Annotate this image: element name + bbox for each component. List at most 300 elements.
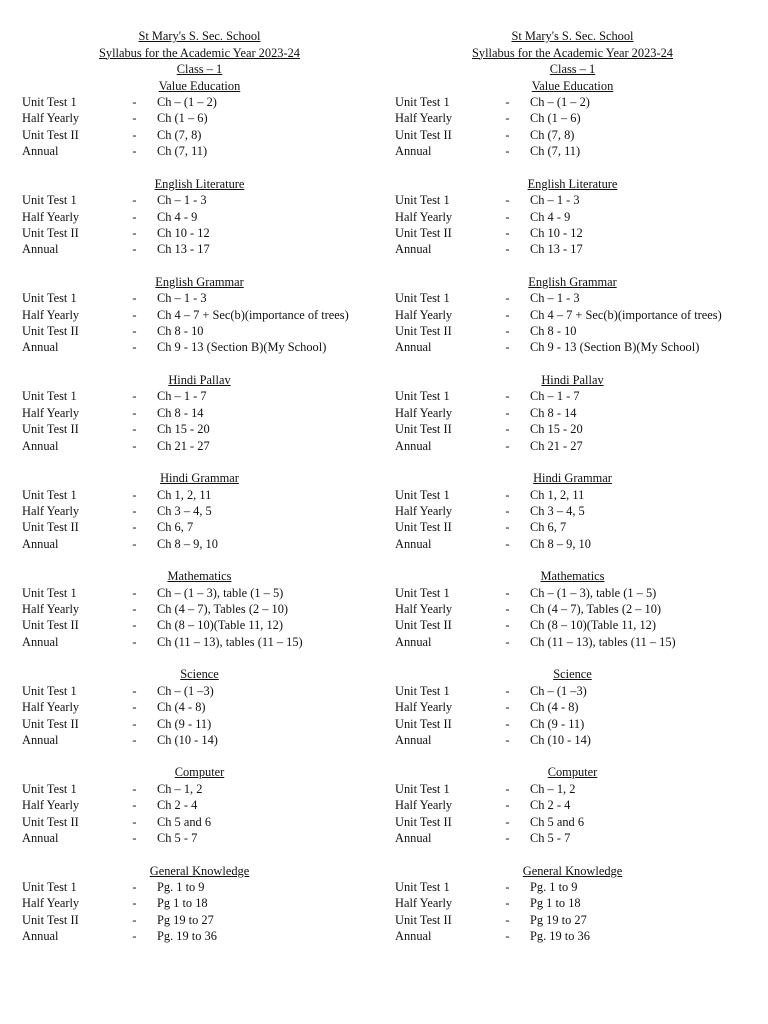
chapter-range: Ch 4 – 7 + Sec(b)(importance of trees): [530, 307, 722, 322]
separator-dash: -: [132, 95, 137, 109]
separator-dash: -: [132, 209, 137, 224]
syllabus-row: [22, 617, 377, 633]
chapter-range: Ch 10 - 12: [157, 225, 210, 240]
separator-dash: -: [132, 732, 137, 747]
separator-dash: -: [505, 405, 510, 420]
exam-term: Annual: [395, 536, 432, 551]
separator-dash: -: [505, 307, 510, 322]
syllabus-row: [395, 536, 750, 552]
chapter-range: Ch 15 - 20: [157, 422, 210, 437]
chapter-range: Pg 1 to 18: [157, 896, 208, 911]
exam-term: Annual: [22, 634, 59, 649]
syllabus-column-right: [395, 28, 750, 961]
exam-term: Half Yearly: [395, 896, 453, 911]
exam-term: Annual: [395, 242, 432, 257]
syllabus-row: [22, 879, 377, 895]
syllabus-row: [22, 209, 377, 225]
separator-dash: -: [132, 438, 137, 453]
syllabus-row: [395, 912, 750, 928]
syllabus-row: [22, 536, 377, 552]
exam-term: Half Yearly: [22, 896, 80, 911]
class-label: Class – 1: [549, 62, 596, 76]
document-header: [395, 28, 750, 78]
chapter-range: Ch (1 – 6): [157, 111, 208, 126]
syllabus-row: [395, 781, 750, 797]
class-label: Class – 1: [176, 62, 223, 76]
syllabus-row: [395, 225, 750, 241]
exam-term: Half Yearly: [22, 602, 80, 617]
exam-term: Annual: [22, 144, 59, 159]
exam-term: Half Yearly: [22, 111, 80, 126]
separator-dash: -: [132, 111, 137, 126]
separator-dash: -: [132, 144, 137, 159]
separator-dash: -: [505, 503, 510, 518]
exam-term: Unit Test 1: [395, 389, 450, 404]
exam-term: Half Yearly: [395, 111, 453, 126]
syllabus-row: [395, 94, 750, 110]
chapter-range: Ch – (1 – 3), table (1 – 5): [157, 585, 284, 600]
subject-title: Value Education: [158, 78, 241, 93]
chapter-range: Ch (4 – 7), Tables (2 – 10): [530, 602, 662, 617]
exam-term: Half Yearly: [395, 209, 453, 224]
chapter-range: Ch (4 – 7), Tables (2 – 10): [157, 602, 289, 617]
syllabus-row: [395, 438, 750, 454]
syllabus-row: [22, 241, 377, 257]
exam-term: Annual: [395, 438, 432, 453]
chapter-range: Ch (7, 11): [530, 144, 581, 159]
syllabus-row: [22, 519, 377, 535]
syllabus-row: [22, 830, 377, 846]
chapter-range: Pg. 1 to 9: [530, 880, 578, 894]
separator-dash: -: [132, 307, 137, 322]
separator-dash: -: [132, 716, 137, 731]
subject-title: Science: [553, 667, 592, 682]
syllabus-row: [22, 797, 377, 813]
syllabus-row: [395, 716, 750, 732]
subject-block: [22, 568, 377, 650]
separator-dash: -: [132, 422, 137, 437]
separator-dash: -: [132, 683, 137, 698]
separator-dash: -: [132, 389, 137, 404]
exam-term: Unit Test II: [395, 324, 452, 339]
exam-term: Unit Test II: [22, 814, 79, 829]
chapter-range: Ch 8 - 14: [157, 405, 204, 420]
chapter-range: Pg 1 to 18: [530, 896, 581, 911]
chapter-range: Ch – (1 – 2): [530, 95, 590, 109]
syllabus-row: [22, 307, 377, 323]
syllabus-row: [395, 110, 750, 126]
separator-dash: -: [505, 144, 510, 159]
exam-term: Unit Test 1: [395, 781, 450, 796]
subject-title: English Literature: [154, 176, 245, 191]
syllabus-row: [22, 192, 377, 208]
separator-dash: -: [132, 896, 137, 911]
chapter-range: Ch (10 - 14): [530, 732, 591, 747]
chapter-range: Ch (11 – 13), tables (11 – 15): [157, 634, 303, 649]
chapter-range: Ch (7, 11): [157, 144, 208, 159]
syllabus-row: [22, 339, 377, 355]
chapter-range: Ch 21 - 27: [530, 438, 583, 453]
exam-term: Unit Test 1: [395, 291, 450, 306]
syllabus-row: [395, 127, 750, 143]
exam-term: Unit Test II: [395, 422, 452, 437]
separator-dash: -: [132, 781, 137, 796]
separator-dash: -: [505, 209, 510, 224]
separator-dash: -: [505, 242, 510, 257]
syllabus-title: Syllabus for the Academic Year 2023-24: [472, 45, 673, 60]
syllabus-row: [395, 830, 750, 846]
chapter-range: Ch (9 - 11): [157, 716, 212, 731]
syllabus-row: [22, 94, 377, 110]
separator-dash: -: [505, 225, 510, 240]
subject-block: [395, 78, 750, 160]
subject-block: [395, 274, 750, 356]
chapter-range: Ch (4 - 8): [530, 700, 579, 715]
exam-term: Unit Test II: [22, 127, 79, 142]
syllabus-row: [395, 797, 750, 813]
chapter-range: Pg. 19 to 36: [157, 929, 217, 944]
school-name: St Mary's S. Sec. School: [138, 29, 261, 43]
subject-title: Hindi Grammar: [533, 471, 612, 485]
chapter-range: Ch 13 - 17: [530, 242, 583, 257]
chapter-range: Ch – (1 –3): [157, 683, 214, 698]
separator-dash: -: [505, 95, 510, 109]
syllabus-row: [395, 732, 750, 748]
separator-dash: -: [132, 225, 137, 240]
syllabus-row: [395, 405, 750, 421]
chapter-range: Ch – 1, 2: [530, 781, 576, 796]
exam-term: Annual: [22, 438, 59, 453]
separator-dash: -: [132, 193, 137, 208]
exam-term: Annual: [22, 536, 59, 551]
chapter-range: Ch 8 - 10: [157, 324, 204, 339]
separator-dash: -: [505, 520, 510, 535]
syllabus-row: [395, 879, 750, 895]
exam-term: Unit Test II: [395, 225, 452, 240]
separator-dash: -: [132, 880, 137, 894]
chapter-range: Ch 2 - 4: [157, 798, 198, 813]
exam-term: Half Yearly: [22, 503, 80, 518]
chapter-range: Ch – (1 – 3), table (1 – 5): [530, 585, 657, 600]
chapter-range: Ch 8 - 10: [530, 324, 577, 339]
chapter-range: Ch 8 - 14: [530, 405, 577, 420]
subject-block: [22, 372, 377, 454]
chapter-range: Ch (4 - 8): [157, 700, 206, 715]
subject-block: [395, 568, 750, 650]
chapter-range: Ch (11 – 13), tables (11 – 15): [530, 634, 676, 649]
subject-block: [22, 470, 377, 552]
chapter-range: Ch 9 - 13 (Section B)(My School): [157, 340, 327, 355]
syllabus-row: [395, 634, 750, 650]
separator-dash: -: [505, 389, 510, 404]
chapter-range: Ch – 1 - 7: [530, 389, 580, 404]
syllabus-row: [22, 601, 377, 617]
exam-term: Half Yearly: [395, 700, 453, 715]
exam-term: Unit Test 1: [22, 585, 77, 600]
exam-term: Unit Test 1: [22, 880, 77, 894]
separator-dash: -: [505, 291, 510, 306]
separator-dash: -: [132, 324, 137, 339]
syllabus-row: [395, 323, 750, 339]
chapter-range: Ch 5 and 6: [530, 814, 585, 829]
separator-dash: -: [505, 634, 510, 649]
chapter-range: Ch – 1 - 3: [530, 291, 580, 306]
exam-term: Half Yearly: [22, 307, 80, 322]
separator-dash: -: [505, 340, 510, 355]
syllabus-row: [395, 928, 750, 944]
exam-term: Unit Test II: [395, 618, 452, 633]
exam-term: Half Yearly: [22, 798, 80, 813]
exam-term: Annual: [22, 831, 59, 846]
syllabus-row: [395, 143, 750, 159]
separator-dash: -: [132, 340, 137, 355]
subject-title: Hindi Grammar: [160, 471, 239, 485]
chapter-range: Ch 1, 2, 11: [530, 487, 585, 502]
exam-term: Unit Test 1: [22, 781, 77, 796]
syllabus-row: [395, 290, 750, 306]
exam-term: Half Yearly: [395, 307, 453, 322]
exam-term: Unit Test II: [22, 520, 79, 535]
separator-dash: -: [505, 912, 510, 927]
chapter-range: Ch – 1 - 7: [157, 389, 207, 404]
chapter-range: Pg. 1 to 9: [157, 880, 205, 894]
separator-dash: -: [505, 438, 510, 453]
exam-term: Unit Test II: [395, 716, 452, 731]
separator-dash: -: [132, 585, 137, 600]
separator-dash: -: [132, 503, 137, 518]
chapter-range: Ch – 1 - 3: [157, 291, 207, 306]
exam-term: Annual: [395, 340, 432, 355]
exam-term: Annual: [395, 634, 432, 649]
syllabus-row: [22, 143, 377, 159]
separator-dash: -: [505, 193, 510, 208]
exam-term: Unit Test 1: [395, 95, 450, 109]
exam-term: Half Yearly: [22, 700, 80, 715]
separator-dash: -: [132, 831, 137, 846]
separator-dash: -: [132, 405, 137, 420]
separator-dash: -: [505, 618, 510, 633]
chapter-range: Ch 4 - 9: [530, 209, 571, 224]
separator-dash: -: [505, 111, 510, 126]
syllabus-row: [22, 683, 377, 699]
school-name: St Mary's S. Sec. School: [511, 29, 634, 43]
separator-dash: -: [132, 520, 137, 535]
separator-dash: -: [505, 814, 510, 829]
document-header: [22, 28, 377, 78]
separator-dash: -: [132, 798, 137, 813]
subject-list: [395, 78, 750, 945]
subject-block: [22, 176, 377, 258]
syllabus-row: [395, 192, 750, 208]
syllabus-row: [22, 928, 377, 944]
separator-dash: -: [505, 422, 510, 437]
separator-dash: -: [505, 683, 510, 698]
exam-term: Unit Test II: [395, 814, 452, 829]
separator-dash: -: [505, 127, 510, 142]
chapter-range: Ch (8 – 10)(Table 11, 12): [530, 618, 656, 633]
subject-block: [395, 666, 750, 748]
exam-term: Unit Test II: [395, 520, 452, 535]
chapter-range: Ch 4 - 9: [157, 209, 198, 224]
exam-term: Unit Test II: [22, 912, 79, 927]
syllabus-row: [395, 487, 750, 503]
exam-term: Unit Test 1: [22, 487, 77, 502]
separator-dash: -: [505, 700, 510, 715]
syllabus-row: [22, 225, 377, 241]
subject-title: English Grammar: [528, 274, 617, 289]
subject-title: Computer: [174, 765, 225, 780]
subject-title: Hindi Pallav: [168, 372, 231, 387]
syllabus-row: [22, 421, 377, 437]
chapter-range: Ch 3 – 4, 5: [530, 503, 585, 518]
syllabus-row: [22, 585, 377, 601]
syllabus-row: [22, 388, 377, 404]
exam-term: Unit Test 1: [395, 880, 450, 894]
exam-term: Annual: [395, 929, 432, 944]
syllabus-column-left: [22, 28, 377, 961]
chapter-range: Ch 6, 7: [157, 520, 194, 535]
separator-dash: -: [505, 880, 510, 894]
chapter-range: Ch (9 - 11): [530, 716, 585, 731]
chapter-range: Ch 1, 2, 11: [157, 487, 212, 502]
subject-title: Computer: [547, 765, 598, 780]
subject-block: [22, 863, 377, 945]
exam-term: Annual: [395, 144, 432, 159]
chapter-range: Ch – 1 - 3: [157, 193, 207, 208]
subject-block: [22, 274, 377, 356]
chapter-range: Ch 13 - 17: [157, 242, 210, 257]
separator-dash: -: [132, 487, 137, 502]
syllabus-row: [22, 438, 377, 454]
chapter-range: Ch 4 – 7 + Sec(b)(importance of trees): [157, 307, 349, 322]
exam-term: Annual: [22, 929, 59, 944]
exam-term: Half Yearly: [395, 503, 453, 518]
subject-title: Science: [180, 667, 219, 682]
chapter-range: Ch 8 – 9, 10: [157, 536, 218, 551]
exam-term: Unit Test 1: [395, 487, 450, 502]
chapter-range: Ch (7, 8): [530, 127, 575, 142]
chapter-range: Ch 10 - 12: [530, 225, 583, 240]
syllabus-row: [22, 127, 377, 143]
subject-title: English Grammar: [155, 274, 244, 289]
syllabus-row: [395, 503, 750, 519]
exam-term: Unit Test 1: [22, 291, 77, 306]
chapter-range: Ch 15 - 20: [530, 422, 583, 437]
chapter-range: Ch (8 – 10)(Table 11, 12): [157, 618, 283, 633]
exam-term: Half Yearly: [22, 405, 80, 420]
exam-term: Half Yearly: [395, 798, 453, 813]
exam-term: Unit Test II: [22, 422, 79, 437]
exam-term: Unit Test 1: [22, 389, 77, 404]
syllabus-row: [395, 241, 750, 257]
subject-block: [395, 372, 750, 454]
chapter-range: Ch 5 and 6: [157, 814, 212, 829]
subject-block: [395, 764, 750, 846]
exam-term: Unit Test 1: [22, 95, 77, 109]
separator-dash: -: [132, 536, 137, 551]
subject-block: [22, 78, 377, 160]
subject-title: Mathematics: [167, 569, 232, 584]
chapter-range: Ch 21 - 27: [157, 438, 210, 453]
subject-block: [22, 764, 377, 846]
separator-dash: -: [505, 602, 510, 617]
exam-term: Unit Test 1: [395, 193, 450, 208]
separator-dash: -: [505, 716, 510, 731]
syllabus-row: [22, 895, 377, 911]
separator-dash: -: [505, 732, 510, 747]
separator-dash: -: [505, 487, 510, 502]
separator-dash: -: [132, 912, 137, 927]
separator-dash: -: [132, 618, 137, 633]
separator-dash: -: [505, 585, 510, 600]
exam-term: Half Yearly: [22, 209, 80, 224]
separator-dash: -: [505, 831, 510, 846]
separator-dash: -: [505, 536, 510, 551]
chapter-range: Ch 5 - 7: [157, 831, 198, 846]
separator-dash: -: [505, 798, 510, 813]
syllabus-row: [22, 487, 377, 503]
subject-title: Value Education: [531, 78, 614, 93]
subject-title: Mathematics: [540, 569, 605, 584]
exam-term: Annual: [22, 340, 59, 355]
syllabus-row: [395, 699, 750, 715]
separator-dash: -: [132, 127, 137, 142]
chapter-range: Ch 3 – 4, 5: [157, 503, 212, 518]
exam-term: Annual: [22, 732, 59, 747]
separator-dash: -: [132, 634, 137, 649]
exam-term: Unit Test 1: [22, 193, 77, 208]
separator-dash: -: [132, 242, 137, 257]
exam-term: Annual: [395, 732, 432, 747]
chapter-range: Ch (1 – 6): [530, 111, 581, 126]
syllabus-row: [395, 519, 750, 535]
syllabus-row: [22, 290, 377, 306]
syllabus-row: [22, 323, 377, 339]
syllabus-row: [22, 634, 377, 650]
separator-dash: -: [132, 814, 137, 829]
separator-dash: -: [132, 602, 137, 617]
chapter-range: Ch 6, 7: [530, 520, 567, 535]
chapter-range: Pg 19 to 27: [530, 912, 587, 927]
syllabus-row: [22, 781, 377, 797]
syllabus-row: [22, 405, 377, 421]
subject-block: [395, 176, 750, 258]
exam-term: Unit Test 1: [395, 683, 450, 698]
chapter-range: Ch 8 – 9, 10: [530, 536, 591, 551]
syllabus-row: [22, 699, 377, 715]
separator-dash: -: [505, 929, 510, 944]
subject-block: [22, 666, 377, 748]
exam-term: Annual: [22, 242, 59, 257]
separator-dash: -: [132, 929, 137, 944]
syllabus-title: Syllabus for the Academic Year 2023-24: [99, 45, 300, 60]
syllabus-row: [395, 388, 750, 404]
exam-term: Unit Test II: [22, 324, 79, 339]
syllabus-row: [395, 209, 750, 225]
syllabus-row: [395, 601, 750, 617]
exam-term: Annual: [395, 831, 432, 846]
chapter-range: Ch (10 - 14): [157, 732, 218, 747]
separator-dash: -: [505, 781, 510, 796]
syllabus-row: [395, 814, 750, 830]
exam-term: Unit Test II: [22, 618, 79, 633]
syllabus-row: [395, 421, 750, 437]
syllabus-row: [395, 617, 750, 633]
syllabus-row: [395, 585, 750, 601]
chapter-range: Pg. 19 to 36: [530, 929, 590, 944]
syllabus-row: [22, 503, 377, 519]
exam-term: Unit Test II: [22, 716, 79, 731]
